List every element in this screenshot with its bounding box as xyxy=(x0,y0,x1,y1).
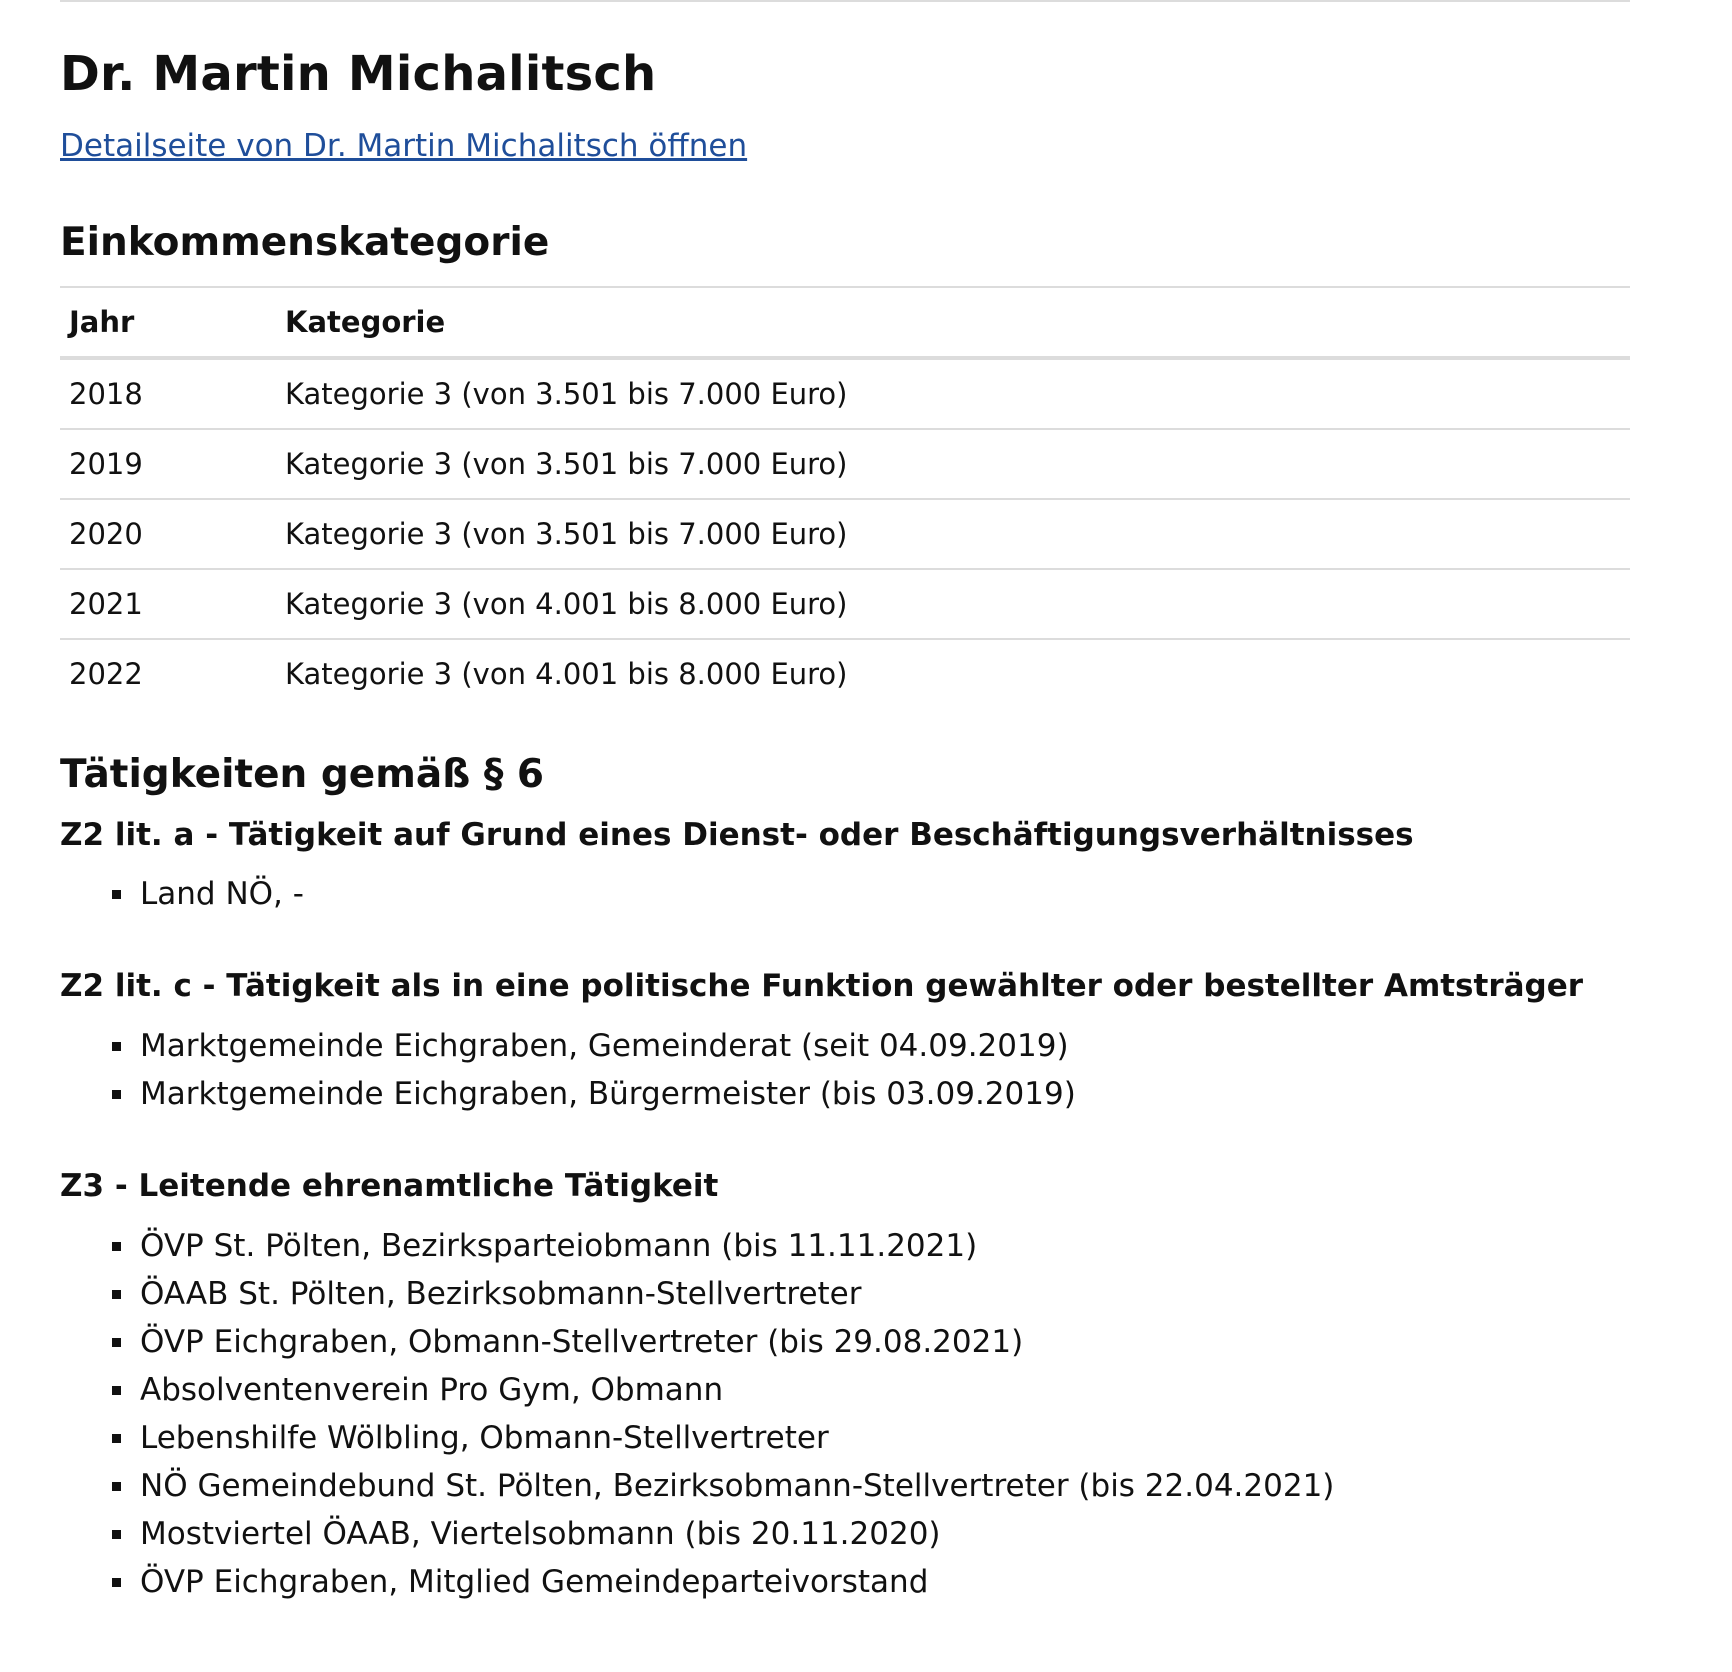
detail-page-link[interactable]: Detailseite von Dr. Martin Michalitsch öffnen xyxy=(60,128,748,164)
activities-section-title: Tätigkeiten gemäß § 6 xyxy=(60,752,545,797)
square-bullet-icon xyxy=(112,890,121,899)
year-cell: 2021 xyxy=(60,569,276,639)
table-row xyxy=(60,358,1630,429)
list-item xyxy=(60,1510,1334,1558)
list-item xyxy=(60,1222,1334,1270)
list-item-text: Lebenshilfe Wölbling, Obmann-Stellvertreter xyxy=(140,1420,829,1456)
column-header-year: Jahr xyxy=(60,287,276,358)
activity-group-heading-z3: Z3 - Leitende ehrenamtliche Tätigkeit xyxy=(60,1168,719,1204)
table-row xyxy=(60,499,1630,569)
list-item xyxy=(60,1318,1334,1366)
activity-list-z3 xyxy=(60,1222,1334,1606)
year-cell: 2020 xyxy=(60,499,276,569)
square-bullet-icon xyxy=(112,1042,121,1051)
category-cell: Kategorie 3 (von 4.001 bis 8.000 Euro) xyxy=(276,569,1630,639)
year-cell: 2018 xyxy=(60,358,276,429)
table-header-row xyxy=(60,287,1630,358)
square-bullet-icon xyxy=(112,1578,121,1587)
income-section-title: Einkommenskategorie xyxy=(60,220,550,265)
year-cell: 2022 xyxy=(69,657,143,691)
list-item xyxy=(60,1366,1334,1414)
list-item-text: Mostviertel ÖAAB, Viertelsobmann (bis 20.11.2020) xyxy=(140,1516,941,1552)
square-bullet-icon xyxy=(112,1242,121,1251)
list-item xyxy=(60,1270,1334,1318)
list-item xyxy=(60,1022,1076,1070)
square-bullet-icon xyxy=(112,1090,121,1099)
activity-list-z2a xyxy=(60,870,304,918)
list-item-text: NÖ Gemeindebund St. Pölten, Bezirksobmann-Stellvertreter (bis 22.04.2021) xyxy=(140,1468,1335,1504)
table-row xyxy=(60,429,1630,499)
square-bullet-icon xyxy=(112,1434,121,1443)
year-cell: 2019 xyxy=(60,429,276,499)
table-row xyxy=(60,569,1630,639)
list-item xyxy=(60,1070,1076,1118)
column-header-category: Kategorie xyxy=(276,287,1630,358)
square-bullet-icon xyxy=(112,1530,121,1539)
list-item-text: Absolventenverein Pro Gym, Obmann xyxy=(140,1372,724,1408)
square-bullet-icon xyxy=(112,1338,121,1347)
person-name: Dr. Martin Michalitsch xyxy=(60,46,657,102)
activity-list-z2c xyxy=(60,1022,1076,1118)
list-item-text: ÖVP Eichgraben, Obmann-Stellvertreter (bis 29.08.2021) xyxy=(140,1324,1024,1360)
table-row xyxy=(60,639,1630,708)
income-table xyxy=(60,286,1630,708)
top-divider xyxy=(60,0,1630,2)
list-item-text: Marktgemeinde Eichgraben, Bürgermeister (bis 03.09.2019) xyxy=(140,1076,1076,1112)
list-item-text: ÖVP St. Pölten, Bezirksparteiobmann (bis 11.11.2021) xyxy=(140,1228,978,1264)
category-cell: Kategorie 3 (von 4.001 bis 8.000 Euro) xyxy=(285,657,848,691)
square-bullet-icon xyxy=(112,1482,121,1491)
list-item-text: ÖVP Eichgraben, Mitglied Gemeindeparteivorstand xyxy=(140,1564,929,1600)
list-item xyxy=(60,870,304,918)
category-cell: Kategorie 3 (von 3.501 bis 7.000 Euro) xyxy=(276,499,1630,569)
list-item-text: ÖAAB St. Pölten, Bezirksobmann-Stellvertreter xyxy=(140,1276,862,1312)
activity-group-heading-z2c: Z2 lit. c - Tätigkeit als in eine politische Funktion gewählter oder bestellter Amtsträger xyxy=(60,968,1584,1004)
list-item-text: Land NÖ, - xyxy=(140,876,304,912)
list-item xyxy=(60,1462,1334,1510)
list-item xyxy=(60,1414,1334,1462)
square-bullet-icon xyxy=(112,1386,121,1395)
square-bullet-icon xyxy=(112,1290,121,1299)
activity-group-heading-z2a: Z2 lit. a - Tätigkeit auf Grund eines Dienst- oder Beschäftigungsverhältnisses xyxy=(60,817,1414,853)
list-item-text: Marktgemeinde Eichgraben, Gemeinderat (seit 04.09.2019) xyxy=(140,1028,1069,1064)
list-item xyxy=(60,1558,1334,1606)
category-cell: Kategorie 3 (von 3.501 bis 7.000 Euro) xyxy=(276,358,1630,429)
category-cell: Kategorie 3 (von 3.501 bis 7.000 Euro) xyxy=(276,429,1630,499)
